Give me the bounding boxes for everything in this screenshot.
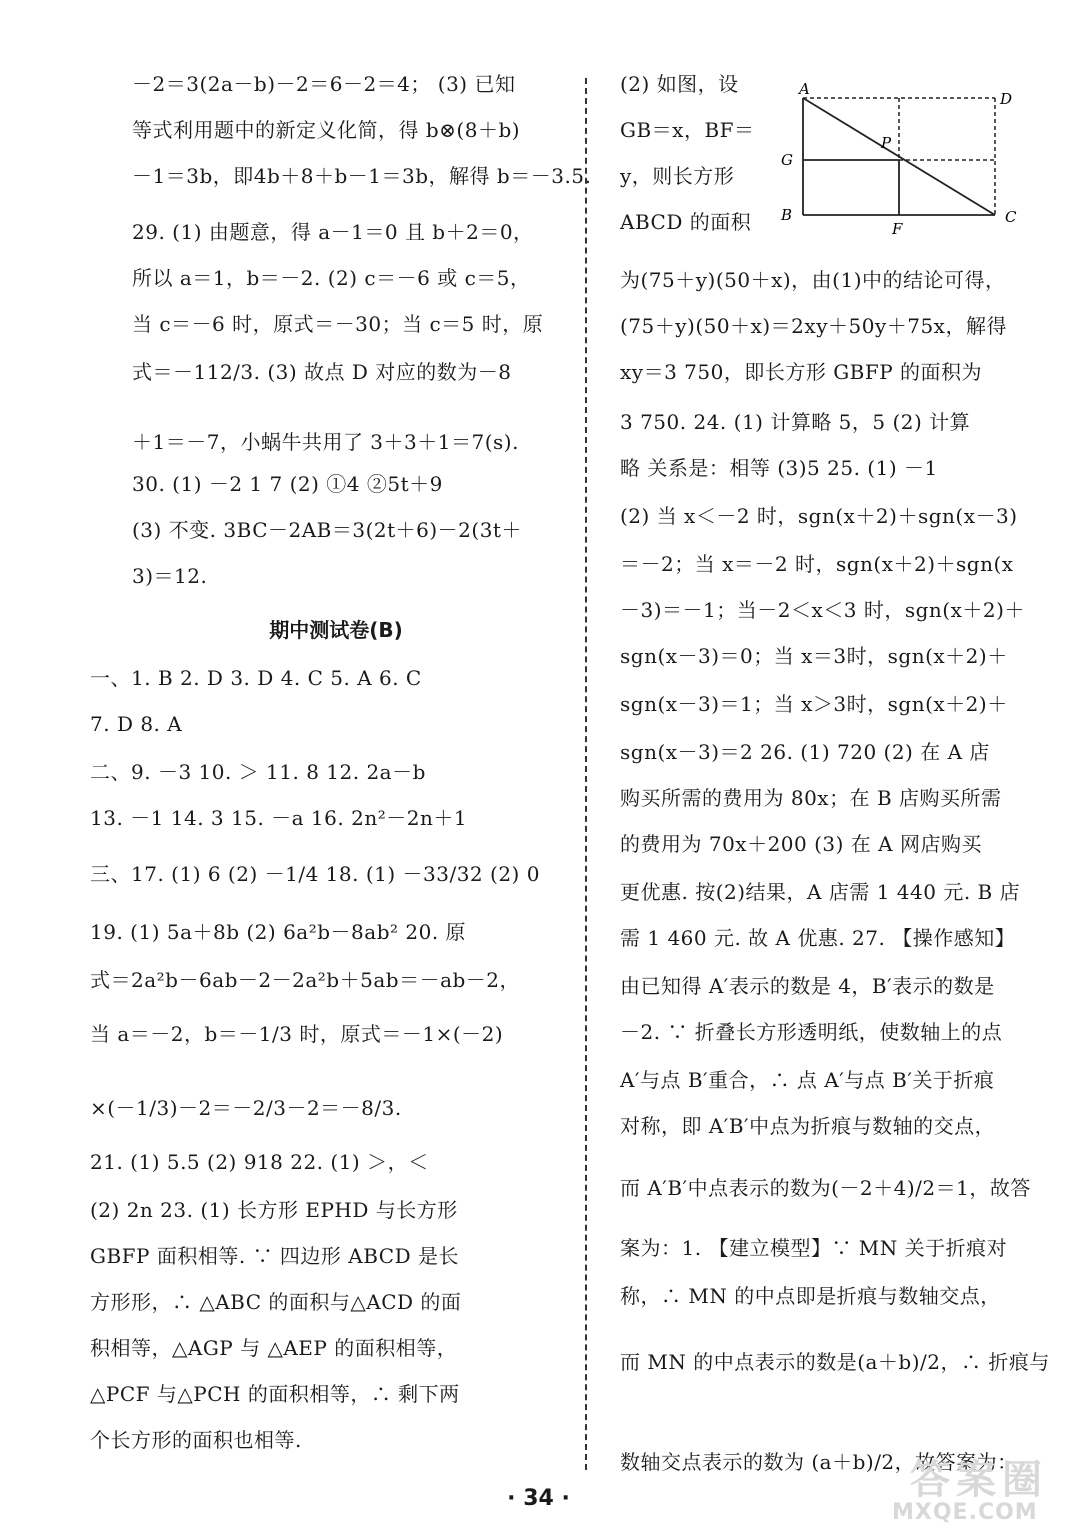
answer-line: 19. (1) 5a＋8b (2) 6a²b－8ab² 20. 原	[90, 920, 467, 944]
text-line: ABCD 的面积	[620, 210, 752, 234]
text-line: 的费用为 70x＋200 (3) 在 A 网店购买	[620, 832, 982, 856]
text-line: ＋1＝－7，小蜗牛共用了 3＋3＋1＝7(s).	[132, 430, 519, 454]
text-line: －3)＝－1；当－2＜x＜3 时，sgn(x＋2)＋	[620, 598, 1025, 622]
text-line: xy＝3 750，即长方形 GBFP 的面积为	[620, 360, 983, 384]
answer-line: GBFP 面积相等. ∵ 四边形 ABCD 是长	[90, 1244, 460, 1268]
text-line: 购买所需的费用为 80x；在 B 店购买所需	[620, 786, 1002, 810]
text-line: 而 A′B′中点表示的数为(－2＋4)/2＝1，故答	[620, 1176, 1031, 1200]
answer-line: 一、1. B 2. D 3. D 4. C 5. A 6. C	[90, 666, 422, 690]
page-number: · 34 ·	[507, 1486, 570, 1511]
answer-line: ×(－1/3)－2＝－2/3－2＝－8/3.	[90, 1096, 402, 1120]
answer-line: 积相等，△AGP 与 △AEP 的面积相等，	[90, 1336, 458, 1360]
text-line: (75＋y)(50＋x)＝2xy＋50y＋75x，解得	[620, 314, 1007, 338]
text-line: 更优惠. 按(2)结果，A 店需 1 440 元. B 店	[620, 880, 1021, 904]
text-line: 30. (1) －2 1 7 (2) ①4 ②5t＋9	[132, 472, 443, 496]
text-line: 对称，即 A′B′中点为折痕与数轴的交点，	[620, 1114, 996, 1138]
label-a: A	[799, 80, 810, 98]
text-line: (2) 当 x＜－2 时，sgn(x＋2)＋sgn(x－3)	[620, 504, 1018, 528]
label-f: F	[892, 220, 903, 238]
answer-line: 个长方形的面积也相等.	[90, 1428, 302, 1452]
label-c: C	[1005, 208, 1017, 226]
text-line: 而 MN 的中点表示的数是(a＋b)/2，∴ 折痕与	[620, 1350, 1050, 1374]
watermark-logo: 答案圈	[910, 1457, 1048, 1503]
column-divider	[585, 78, 587, 1470]
text-line: y，则长方形	[620, 164, 735, 188]
answer-line: 方形形，∴ △ABC 的面积与△ACD 的面	[90, 1290, 462, 1314]
answer-line: 三、17. (1) 6 (2) －1/4 18. (1) －33/32 (2) 0	[90, 862, 540, 886]
text-line: (3) 不变. 3BC－2AB＝3(2t＋6)－2(3t＋	[132, 518, 522, 542]
text-line: 式＝－112/3. (3) 故点 D 对应的数为－8	[132, 360, 512, 384]
answer-line: (2) 2n 23. (1) 长方形 EPHD 与长方形	[90, 1198, 458, 1222]
label-b: B	[781, 206, 793, 224]
text-line: 由已知得 A′表示的数是 4，B′表示的数是	[620, 974, 995, 998]
text-line: 当 c＝－6 时，原式＝－30；当 c＝5 时，原	[132, 312, 544, 336]
answer-line: 7. D 8. A	[90, 712, 183, 736]
text-line: (2) 如图，设	[620, 72, 739, 96]
text-line: 案为：1. 【建立模型】∵ MN 关于折痕对	[620, 1236, 1008, 1260]
text-line: 略 关系是：相等 (3)5 25. (1) －1	[620, 456, 938, 480]
text-line: 3)＝12.	[132, 564, 208, 588]
text-line: 数轴交点表示的数为 (a＋b)/2，故答案为：	[620, 1450, 1018, 1474]
text-line: 称，∴ MN 的中点即是折痕与数轴交点，	[620, 1284, 1001, 1308]
text-line: sgn(x－3)＝1；当 x＞3时，sgn(x＋2)＋	[620, 692, 1008, 716]
text-line: sgn(x－3)＝2 26. (1) 720 (2) 在 A 店	[620, 740, 990, 764]
text-line: ＝－2；当 x＝－2 时，sgn(x＋2)＋sgn(x	[620, 552, 1014, 576]
text-line: 29. (1) 由题意，得 a－1＝0 且 b＋2＝0，	[132, 220, 534, 244]
answer-line: △PCF 与△PCH 的面积相等，∴ 剩下两	[90, 1382, 460, 1406]
text-line: GB＝x，BF＝	[620, 118, 755, 142]
answer-line: 式＝2a²b－6ab－2－2a²b＋5ab＝－ab－2，	[90, 968, 521, 992]
answer-line: 13. －1 14. 3 15. －a 16. 2n²－2n＋1	[90, 806, 468, 830]
text-line: 3 750. 24. (1) 计算略 5，5 (2) 计算	[620, 410, 971, 434]
text-line: －1＝3b，即4b＋8＋b－1＝3b，解得 b＝－3.5.	[132, 164, 592, 188]
text-line: 等式利用题中的新定义化简，得 b⊗(8＋b)	[132, 118, 521, 142]
text-line: 需 1 460 元. 故 A 优惠. 27. 【操作感知】	[620, 926, 1016, 950]
answer-line: 二、9. －3 10. ＞ 11. 8 12. 2a－b	[90, 760, 426, 784]
answer-line: 21. (1) 5.5 (2) 918 22. (1) ＞，＜	[90, 1150, 429, 1174]
label-p: P	[881, 134, 892, 152]
label-g: G	[781, 151, 793, 169]
answer-line: 当 a＝－2，b＝－1/3 时，原式＝－1×(－2)	[90, 1022, 504, 1046]
text-line: A′与点 B′重合，∴ 点 A′与点 B′关于折痕	[620, 1068, 995, 1092]
text-line: －2. ∵ 折叠长方形透明纸，使数轴上的点	[620, 1020, 1003, 1044]
text-line: －2＝3(2a－b)－2＝6－2＝4； (3) 已知	[132, 72, 516, 96]
watermark	[892, 1448, 1062, 1528]
text-line: sgn(x－3)＝0；当 x＝3时，sgn(x＋2)＋	[620, 644, 1008, 668]
watermark-url: MXQE.COM	[892, 1500, 1038, 1525]
text-line: 为(75＋y)(50＋x)，由(1)中的结论可得，	[620, 268, 1006, 292]
section-title: 期中测试卷(B)	[269, 618, 403, 642]
rectangle-figure	[775, 80, 1025, 240]
label-d: D	[1000, 90, 1013, 108]
text-line: 所以 a＝1，b＝－2. (2) c＝－6 或 c＝5，	[132, 266, 531, 290]
